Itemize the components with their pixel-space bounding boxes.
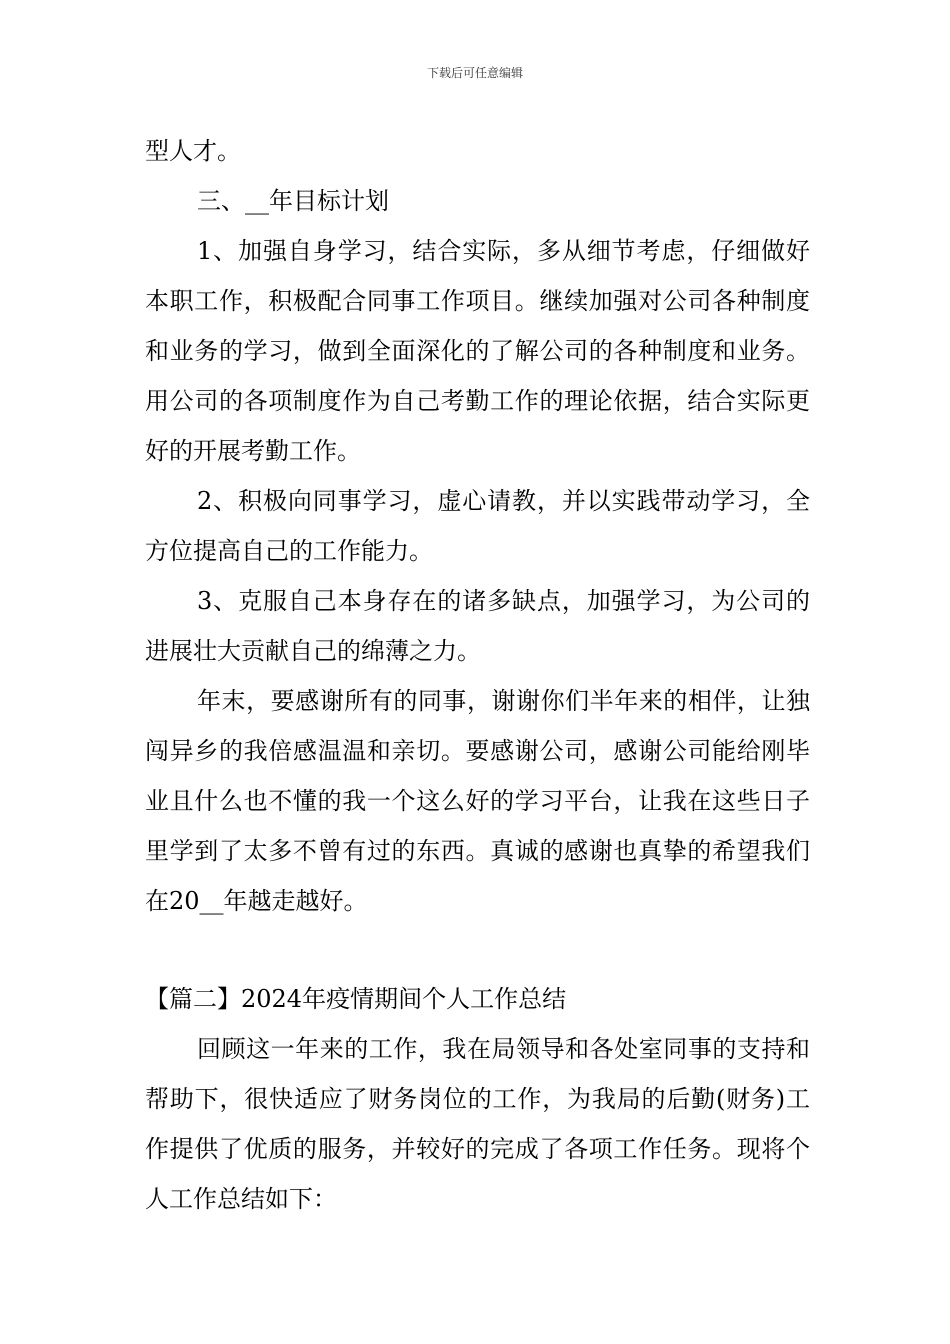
goal-item-2: 2、积极向同事学习，虚心请教，并以实践带动学习，全方位提高自己的工作能力。: [145, 487, 810, 565]
goal-item-3: 3、克服自己本身存在的诸多缺点，加强学习，为公司的进展壮大贡献自己的绵薄之力。: [145, 587, 810, 665]
paragraph-continuation: 型人才。: [145, 137, 241, 165]
goal-item-1: 1、加强自身学习，结合实际，多从细节考虑，仔细做好本职工作，积极配合同事工作项目。继续加强对公司各种制度和业务的学习，做到全面深化的了解公司的各种制度和业务。用公司的各项制度作为自己考勤工作的理论依据，结合实际更好的开展考勤工作。: [145, 237, 810, 465]
document-body: [145, 126, 810, 1224]
page-header: 下载后可任意编辑: [426, 66, 523, 80]
section-title-part-two: 【篇二】2024年疫情期间个人工作总结: [145, 985, 567, 1013]
closing-paragraph: 年末，要感谢所有的同事，谢谢你们半年来的相伴，让独闯异乡的我倍感温温和亲切。要感谢公司，感谢公司能给刚毕业且什么也不懂的我一个这么好的学习平台，让我在这些日子里学到了太多不曾有过的东西。真诚的感谢也真挚的希望我们在20__年越走越好。: [145, 687, 810, 915]
section-heading-goals: 三、__年目标计划: [197, 187, 389, 215]
intro-paragraph: 回顾这一年来的工作，我在局领导和各处室同事的支持和帮助下，很快适应了财务岗位的工作，为我局的后勤(财务)工作提供了优质的服务，并较好的完成了各项工作任务。现将个人工作总结如下：: [145, 1035, 810, 1213]
section-spacer: [145, 926, 810, 974]
